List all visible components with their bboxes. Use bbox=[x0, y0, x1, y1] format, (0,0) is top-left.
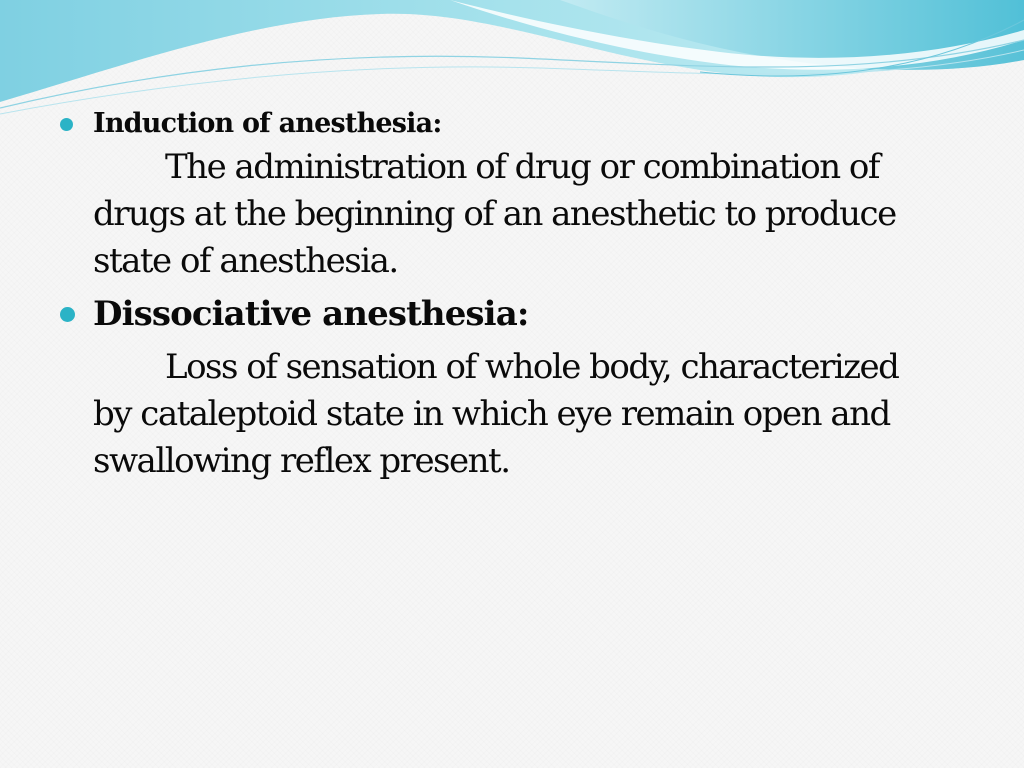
text-line: state of anesthesia. bbox=[93, 241, 398, 281]
heading-induction: Induction of anesthesia: bbox=[93, 108, 442, 139]
bullet-induction bbox=[60, 104, 1000, 285]
bullet-dissociative bbox=[60, 288, 1000, 485]
header-wave-decoration bbox=[0, 0, 1024, 120]
slide-content bbox=[60, 104, 1000, 485]
text-line: by cataleptoid state in which eye remain open and bbox=[93, 394, 890, 434]
text-line: Loss of sensation of whole body, characterized bbox=[165, 347, 899, 387]
definition-induction bbox=[93, 144, 1000, 285]
text-line: The administration of drug or combination of bbox=[165, 147, 879, 187]
text-line: swallowing reflex present. bbox=[93, 441, 510, 481]
bullet-dot-icon bbox=[60, 307, 75, 322]
definition-dissociative bbox=[93, 344, 1000, 485]
text-line: drugs at the beginning of an anesthetic to produce bbox=[93, 194, 896, 234]
heading-dissociative: Dissociative anesthesia: bbox=[93, 294, 529, 334]
bullet-dot-icon bbox=[60, 118, 73, 131]
